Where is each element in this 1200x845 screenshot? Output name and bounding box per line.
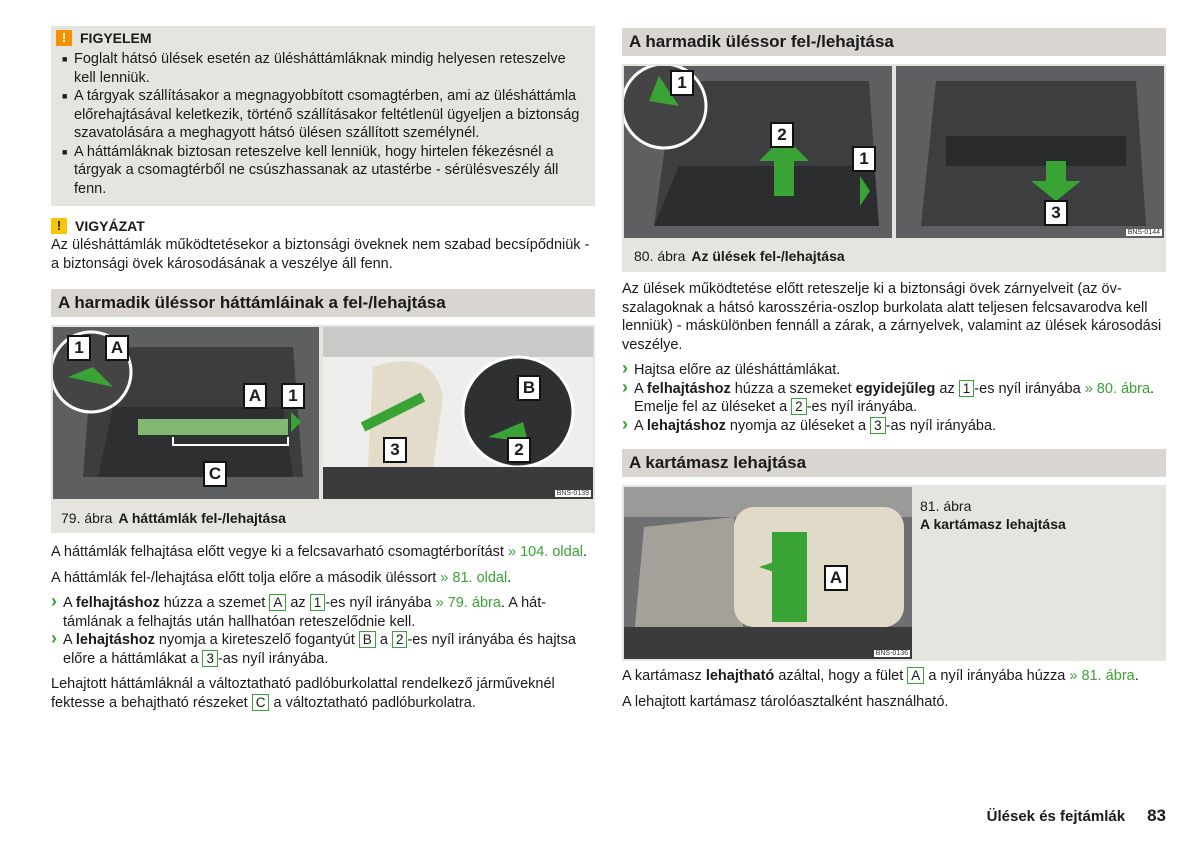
label-box: 3 bbox=[202, 650, 218, 667]
label-B: B bbox=[517, 375, 541, 401]
seat-photo bbox=[323, 327, 593, 499]
step-item bbox=[622, 417, 1166, 436]
page-footer bbox=[987, 806, 1166, 826]
warning-title: FIGYELEM bbox=[80, 30, 152, 46]
paragraph-text: . bbox=[582, 544, 588, 560]
figure-title: Az ülések fel-/lehajtása bbox=[691, 248, 845, 264]
label-A: A bbox=[105, 335, 129, 361]
step-text: -as nyíl irányába. bbox=[217, 650, 329, 667]
armrest-illustration bbox=[624, 487, 912, 659]
figure-caption bbox=[61, 510, 286, 526]
page-number: 83 bbox=[1147, 806, 1166, 825]
step-text: A bbox=[63, 632, 76, 648]
step-text: -as nyíl irányába. bbox=[885, 417, 997, 434]
figure-code: BNS-0139 bbox=[556, 490, 589, 497]
paragraph-text: a nyíl irányába húzza bbox=[924, 668, 1070, 684]
step-emphasis: felhajtáshoz bbox=[646, 380, 731, 397]
step-text: húzza a szemet bbox=[159, 595, 270, 611]
paragraph-text: A háttámlák felhajtása előtt vegye ki a felcsavarható csomagtérborítást bbox=[51, 544, 504, 560]
figure-link[interactable]: » 81. ábra bbox=[1069, 668, 1135, 684]
section2-body bbox=[622, 280, 1166, 435]
warning-box bbox=[51, 26, 595, 206]
label-box: 1 bbox=[959, 380, 975, 397]
figure-80 bbox=[622, 64, 1166, 272]
figure-code: BNS-0144 bbox=[1127, 229, 1160, 236]
paragraph bbox=[51, 569, 595, 588]
warning-item: ■ A tárgyak szállításakor a megnagyobbított csomagtérben, ami az ülésháttámla előrehajtásával keletkezik, történő szállításakor feltétlenül ügyeljen a biztonság szavatolására a meghagyott hátsó ülésen szállított személynél. bbox=[62, 87, 582, 143]
step-text: a bbox=[375, 632, 392, 648]
page-link[interactable]: » 104. oldal bbox=[508, 544, 583, 560]
step-text: -es nyíl irányába és hajtsa előre a háttámlákat a bbox=[63, 632, 576, 667]
page-link[interactable]: » 81. oldal bbox=[440, 569, 508, 586]
step-text: -es nyíl irányába bbox=[974, 380, 1085, 397]
label-1: 1 bbox=[670, 70, 694, 96]
row3-down-photo bbox=[896, 66, 1164, 238]
paragraph-text: A háttámlák fel-/lehajtása előtt tolja előre a második üléssort bbox=[51, 569, 437, 586]
section3-body bbox=[622, 667, 1166, 711]
label-box: 3 bbox=[870, 417, 886, 434]
row3-down-illustration bbox=[896, 66, 1164, 238]
warning-item: ■ A háttámláknak biztosan reteszelve kell lenniük, hogy hirtelen fékezésnél a tárgyak a csomagtérből ne csúszhassanak az utastérbe - sérülésveszély áll fenn. bbox=[62, 143, 582, 199]
label-box: A bbox=[907, 667, 924, 684]
paragraph bbox=[51, 543, 595, 562]
paragraph bbox=[622, 667, 1166, 686]
step-text: -es nyíl irányába. bbox=[806, 399, 918, 415]
paragraph-text: Lehajtott háttámláknál a változtatható padlóburkolattal rendelkező járműveknél fektesse a behajtható részeket bbox=[51, 676, 555, 711]
figure-number: 80. ábra bbox=[634, 248, 686, 264]
section-heading: A harmadik üléssor háttámláinak a fel-/lehajtása bbox=[51, 289, 595, 317]
step-emphasis: egyidejűleg bbox=[855, 380, 936, 397]
paragraph: Az ülések működtetése előtt reteszelje ki a biztonsági övek zárnyelveit (az övszalagoknak a hátsó karosszéria-oszlop burkolata alatt teljesen felcsavarodva kell lenniük) - máskülönben fennáll a zárak, a zárnyelvek, valamint az ülések károsodási veszélye. bbox=[622, 281, 1162, 353]
step-item bbox=[51, 631, 595, 668]
seat-illustration bbox=[323, 327, 593, 499]
label-box: B bbox=[359, 631, 376, 648]
figure-caption bbox=[634, 248, 845, 264]
label-2: 2 bbox=[507, 437, 531, 463]
label-box: 1 bbox=[310, 594, 326, 611]
paragraph bbox=[51, 675, 595, 712]
paragraph-text: A kartámasz bbox=[622, 668, 706, 684]
figure-number: 79. ábra bbox=[61, 510, 113, 526]
step-text: nyomja az üléseket a bbox=[725, 417, 871, 434]
figure-title: A háttámlák fel-/lehajtása bbox=[118, 510, 286, 526]
row3-up-photo bbox=[624, 66, 892, 238]
label-C: C bbox=[203, 461, 227, 487]
caution-text: Az ülésháttámlák működtetésekor a biztonsági öveknek nem szabad becsípődniük - a biztonsági övek károsodásának a veszélye áll fenn. bbox=[51, 237, 590, 272]
figure-code: BNS-0136 bbox=[875, 650, 908, 657]
step-text: az bbox=[935, 380, 959, 397]
step-text: A bbox=[634, 380, 647, 397]
label-2: 2 bbox=[770, 122, 794, 148]
label-1: 1 bbox=[852, 146, 876, 172]
step-text: A bbox=[63, 595, 76, 611]
step-text: -es nyíl irányába bbox=[325, 595, 436, 611]
label-A: A bbox=[243, 383, 267, 409]
trunk-photo bbox=[53, 327, 319, 499]
step-text: . A háttámlának a felhajtás után hallhatóan reteszelődnie kell. bbox=[63, 595, 547, 630]
step-item: › Hajtsa előre az ülésháttámlákat. bbox=[622, 361, 1166, 380]
warning-header bbox=[56, 30, 152, 46]
warning-item: ■ Foglalt hátsó ülések esetén az ülésháttámláknak mindig helyesen reteszelve kell lenniük. bbox=[62, 50, 582, 87]
label-1: 1 bbox=[281, 383, 305, 409]
section-heading: A harmadik üléssor fel-/lehajtása bbox=[622, 28, 1166, 56]
paragraph-text: azáltal, hogy a fület bbox=[774, 668, 908, 684]
section1-body bbox=[51, 543, 595, 712]
paragraph: A lehajtott kartámasz tárolóasztalként használható. bbox=[622, 693, 949, 710]
label-box: C bbox=[252, 694, 270, 711]
paragraph-emphasis: lehajtható bbox=[705, 668, 775, 684]
label-1: 1 bbox=[67, 335, 91, 361]
chapter-title: Ülések és fejtámlák bbox=[986, 808, 1126, 825]
step-emphasis: lehajtáshoz bbox=[646, 417, 726, 434]
step-text: A bbox=[634, 417, 647, 434]
step-item bbox=[51, 594, 595, 631]
trunk-illustration bbox=[53, 327, 319, 499]
paragraph-text: . bbox=[507, 569, 512, 586]
figure-number: 81. ábra bbox=[920, 498, 972, 514]
armrest-photo bbox=[624, 487, 912, 659]
paragraph-text: a változtatható padlóburkolatra. bbox=[269, 694, 476, 711]
paragraph-text: . bbox=[1134, 668, 1139, 684]
figure-link[interactable]: » 80. ábra bbox=[1084, 380, 1151, 397]
step-text: az bbox=[286, 595, 310, 611]
step-emphasis: lehajtáshoz bbox=[75, 632, 155, 648]
step-text: húzza a szemeket bbox=[730, 380, 856, 397]
section-heading: A kartámasz lehajtása bbox=[622, 449, 1166, 477]
step-item bbox=[622, 380, 1166, 417]
figure-caption bbox=[920, 497, 1066, 533]
label-3: 3 bbox=[1044, 200, 1068, 226]
step-emphasis: felhajtáshoz bbox=[75, 595, 160, 611]
figure-79 bbox=[51, 325, 595, 533]
label-box: 2 bbox=[791, 398, 807, 415]
figure-title: A kartámasz lehajtása bbox=[920, 516, 1066, 532]
step-text: . Emelje fel az üléseket a bbox=[634, 380, 1155, 415]
caution-title: VIGYÁZAT bbox=[75, 218, 145, 234]
step-text: nyomja a kireteszelő fogantyút bbox=[154, 632, 359, 648]
caution-icon: ! bbox=[51, 218, 67, 234]
figure-81 bbox=[622, 485, 1166, 661]
label-3: 3 bbox=[383, 437, 407, 463]
figure-link[interactable]: » 79. ábra bbox=[435, 595, 501, 611]
label-box: A bbox=[269, 594, 286, 611]
caution-header bbox=[51, 218, 595, 234]
warning-icon: ! bbox=[56, 30, 72, 46]
label-box: 2 bbox=[392, 631, 408, 648]
label-A: A bbox=[824, 565, 848, 591]
caution-block bbox=[51, 218, 595, 273]
